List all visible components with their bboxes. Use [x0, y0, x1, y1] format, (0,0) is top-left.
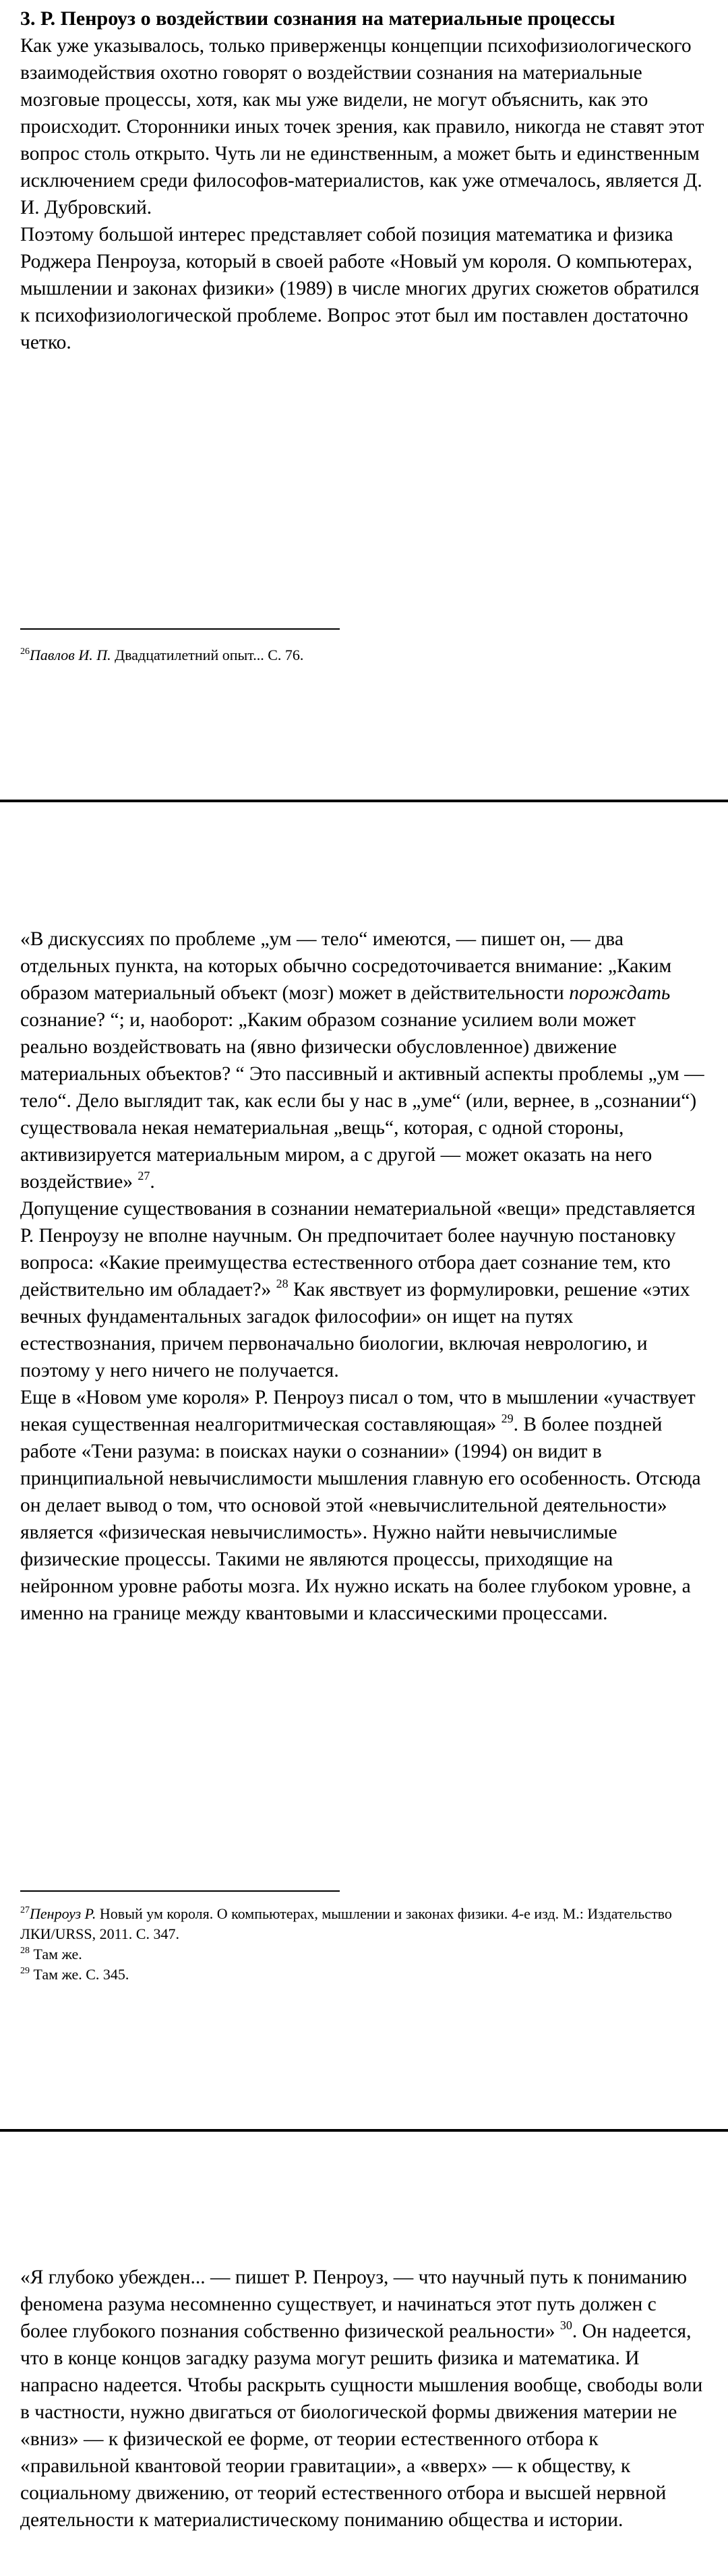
paragraph: Еще в «Новом уме короля» Р. Пенроуз писал о том, что в мышлении «участвует некая существенная неалгоритмическая составляющая» $^{29}$. В более поздней работе «Тени разума: в поисках науки о сознании» (1994) он видит в принципиальной невычислимости мышления главную его особенность. Отсюда он делает вывод о том, что основой этой «невычислительной деятельности» является «физическая невычислимость». Нужно найти невычислимые физические процессы. Такими не являются процессы, приходящие на нейронном уровне работы мозга. Их нужно искать на более глубоком уровне, а именно на границе между квантовыми и классическими процессами. — [20, 1387, 701, 1624]
paragraph: «В дискуссиях по проблеме „ум — тело“ имеются, — пишет он, — два отдельных пункта, на которых обычно сосредоточивается внимание: „Каким образом материальный объект (мозг) может в действительности порождать сознание? “; и, наоборот: „Каким образом сознание усилием воли может реально воздействовать на (явно физически обусловленное) движение материальных объектов? “ Это пассивный и активный аспекты проблемы „ум — тело“. Дело выглядит так, как если бы у нас в „уме“ (или, вернее, в „сознании“) существовала некая нематериальная „вещь“, которая, с одной стороны, активизируется материальным миром, а с другой — может оказать на него воздействие» $^{27}$. — [20, 928, 704, 1193]
paragraph: Поэтому большой интерес представляет собой позиция математика и физика Роджера Пенроуза, который в своей работе «Новый ум короля. О компьютерах, мышлении и законах физики» (1989) в числе многих других сюжетов обратился к психофизиологической проблеме. Вопрос этот был им поставлен достаточно четко. — [20, 224, 700, 353]
page-1 — [0, 5, 728, 356]
footnote-rule — [20, 628, 340, 630]
page-separator — [0, 2129, 728, 2132]
page-separator — [0, 800, 728, 802]
footnote: $^{28}$ Там же. — [20, 1946, 82, 1963]
footnote-ref: 27 — [138, 1169, 150, 1182]
footnotes — [20, 1904, 708, 1985]
emphasis: порождать — [569, 982, 671, 1004]
paragraph: Как уже указывалось, только приверженцы концепции психофизиологического взаимодействия охотно говорят о воздействии сознания на материальные мозговые процессы, хотя, как мы уже видели, не могут объяснить, как это происходит. Сторонники иных точек зрения, как правило, никогда не ставят этот вопрос столь открыто. Чуть ли не единственным, а может быть и единственным исключением среди философов-материалистов, как уже отмечалось, является Д. И. Дубровский. — [20, 35, 704, 218]
footnote-rule — [20, 1890, 340, 1892]
paragraph: «Я глубоко убежден... — пишет Р. Пенроуз, — что научный путь к пониманию феномена разума несомненно существует, и начинаться этот путь должен с более глубокого познания собственно физической реальности» $^{30}$. Он надеется, что в конце концов загадку разума могут решить физика и математика. И напрасно надеется. Чтобы раскрыть сущности мышления вообще, свободы воли в частности, нужно двигаться от биологической формы движения материи не «вниз» — к физической ее форме, от теории естественного отбора к «правильной квантовой теории гравитации», а «вверх» — к обществу, к социальному движению, от теорий естественного отбора и высшей нервной деятельности к материалистическому пониманию общества и истории. — [20, 2267, 703, 2531]
footnote-ref: 30 — [559, 2318, 572, 2332]
footnote: $^{29}$ Там же. С. 345. — [20, 1966, 129, 1983]
footnote — [20, 645, 708, 665]
footnote-author: Пенроуз Р. — [30, 1905, 96, 1922]
page-2 — [0, 926, 728, 1627]
page-3 — [0, 2264, 728, 2534]
paragraph: Допущение существования в сознании нематериальной «вещи» представляется Р. Пенроузу не вполне научным. Он предпочитает более научную постановку вопроса: «Какие преимущества естественного отбора дает сознание тем, кто действительно им обладает?» $^{28}$ Как явствует из формулировки, решение «этих вечных фундаментальных загадок философии» он ищет на путях естествознания, причем первоначально биологии, включая неврологию, и поэтому у него ничего не получается. — [20, 1198, 696, 1381]
footnote-number: 26 — [20, 647, 30, 657]
footnote: $^{27}$Пенроуз Р. Новый ум короля. О компьютерах, мышлении и законах физики. 4-е изд. М.: Издательство ЛКИ/URSS, 2011. С. 347. — [20, 1905, 672, 1942]
footnote-ref: 28 — [276, 1277, 289, 1290]
section-heading: 3. Р. Пенроуз о воздействии сознания на материальные процессы — [20, 7, 615, 30]
footnote-text: Двадцатилетний опыт... С. 76. — [111, 647, 304, 663]
footnote-author: Павлов И. П. — [30, 647, 111, 663]
footnote-ref: 29 — [501, 1412, 514, 1425]
